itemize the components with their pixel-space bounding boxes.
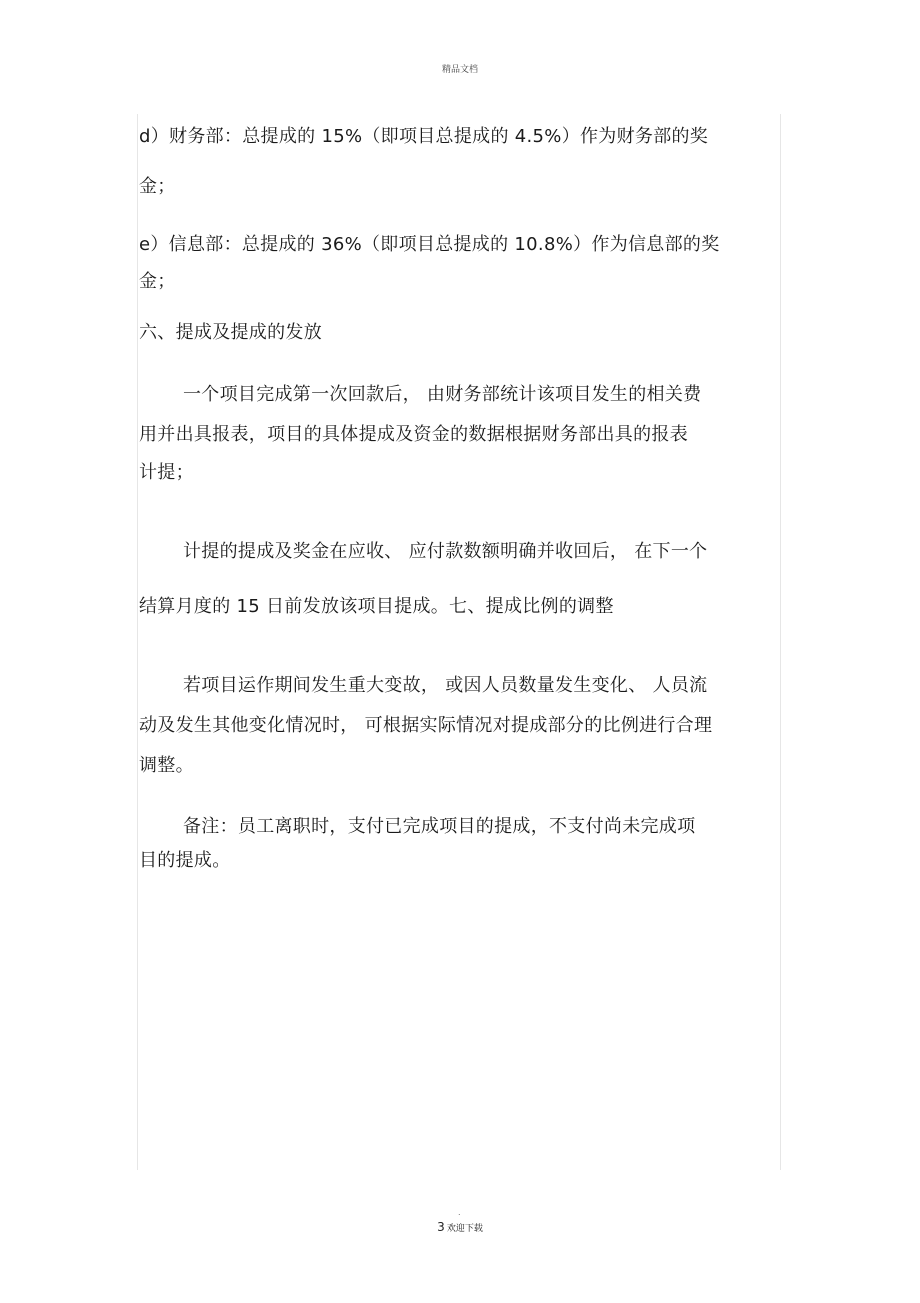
- info-dept-line-1: e）信息部：总提成的 36%（即项目总提成的 10.8%）作为信息部的奖: [139, 234, 720, 255]
- info-dept-line-2: 金；: [139, 271, 176, 292]
- footer-dot: .: [458, 1208, 461, 1217]
- page-frame-left-border: [137, 114, 138, 1170]
- page-header: 精品文档: [441, 65, 478, 75]
- paragraph-1-line-3: 计提；: [139, 462, 194, 483]
- page-footer: [0, 1220, 920, 1234]
- page-frame-right-border: [780, 114, 781, 1170]
- paragraph-1-line-1: 一个项目完成第一次回款后， 由财务部统计该项目发生的相关费: [183, 384, 702, 405]
- paragraph-2-line-1: 计提的提成及奖金在应收、 应付款数额明确并收回后， 在下一个: [183, 541, 708, 562]
- section-6-title: 六、提成及提成的发放: [139, 322, 322, 343]
- finance-dept-line-2: 金；: [139, 176, 176, 197]
- note-line-2: 目的提成。: [139, 850, 231, 871]
- paragraph-2-line-2: 结算月度的 15 日前发放该项目提成。七、提成比例的调整: [139, 596, 614, 617]
- paragraph-3-line-3: 调整。: [139, 755, 194, 776]
- paragraph-3-line-1: 若项目运作期间发生重大变故， 或因人员数量发生变化、 人员流: [183, 675, 708, 696]
- note-line-1: 备注：员工离职时，支付已完成项目的提成，不支付尚未完成项: [183, 816, 696, 837]
- paragraph-1-line-2: 用并出具报表，项目的具体提成及资金的数据根据财务部出具的报表: [139, 424, 688, 445]
- paragraph-3-line-2: 动及发生其他变化情况时， 可根据实际情况对提成部分的比例进行合理: [139, 715, 713, 736]
- finance-dept-line-1: d）财务部：总提成的 15%（即项目总提成的 4.5%）作为财务部的奖: [139, 126, 709, 147]
- footer-text: 欢迎下载: [446, 1224, 483, 1234]
- page-number: 3: [437, 1220, 445, 1234]
